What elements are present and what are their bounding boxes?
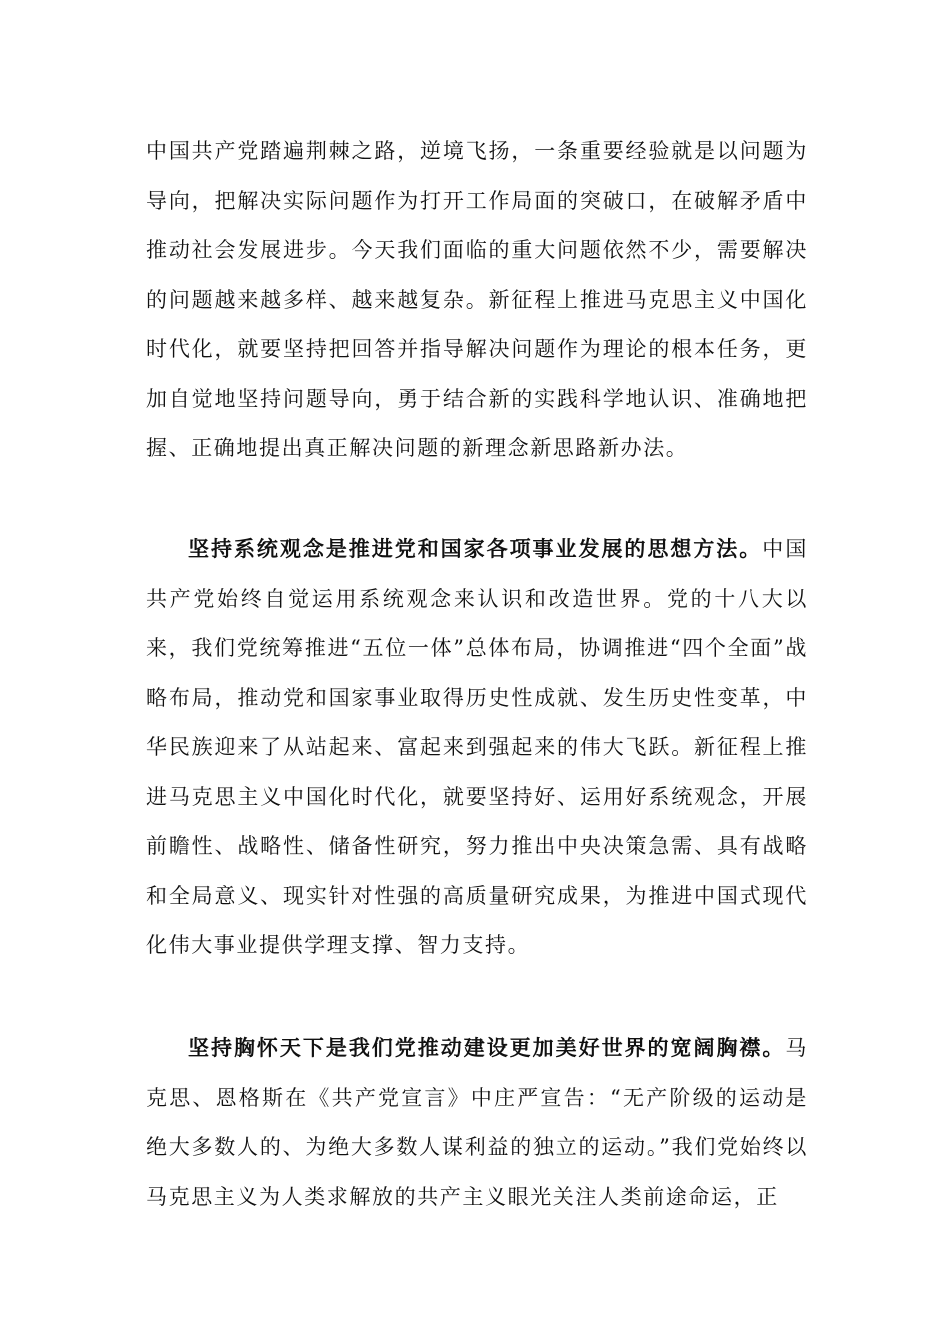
- paragraph-world-vision: [146, 1024, 808, 1222]
- paragraph-body: 中国共产党踏遍荆棘之路，逆境飞扬，一条重要经验就是以问题为导向，把解决实际问题作为打开工作局面的突破口，在破解矛盾中推动社会发展进步。今天我们面临的重大问题依然不少，需要解决的问题越来越多样、越来越复杂。新征程上推进马克思主义中国化时代化，就要坚持把回答并指导解决问题作为理论的根本任务，更加自觉地坚持问题导向，勇于结合新的实践科学地认识、准确地把握、正确地提出真正解决问题的新理念新思路新办法。: [146, 139, 808, 460]
- paragraph-lead-heading: 坚持胸怀天下是我们党推动建设更加美好世界的宽阔胸襟。: [188, 1036, 786, 1060]
- paragraph-system-concept: [146, 525, 808, 971]
- paragraph-lead-heading: 坚持系统观念是推进党和国家各项事业发展的思想方法。: [188, 537, 763, 561]
- paragraph-problem-orientation: [146, 127, 808, 474]
- paragraph-body: 中国共产党始终自觉运用系统观念来认识和改造世界。党的十八大以来，我们党统筹推进“五位一体”总体布局，协调推进“四个全面”战略布局，推动党和国家事业取得历史性成就、发生历史性变革，中华民族迎来了从站起来、富起来到强起来的伟大飞跃。新征程上推进马克思主义中国化时代化，就要坚持好、运用好系统观念，开展前瞻性、战略性、储备性研究，努力推出中央决策急需、具有战略和全局意义、现实针对性强的高质量研究成果，为推进中国式现代化伟大事业提供学理支撑、智力支持。: [146, 537, 809, 957]
- paragraph-body: 马克思、恩格斯在《共产党宣言》中庄严宣告：“无产阶级的运动是绝大多数人的、为绝大多数人谋利益的独立的运动。”我们党始终以马克思主义为人类求解放的共产主义眼光关注人类前途命运，正: [146, 1036, 808, 1209]
